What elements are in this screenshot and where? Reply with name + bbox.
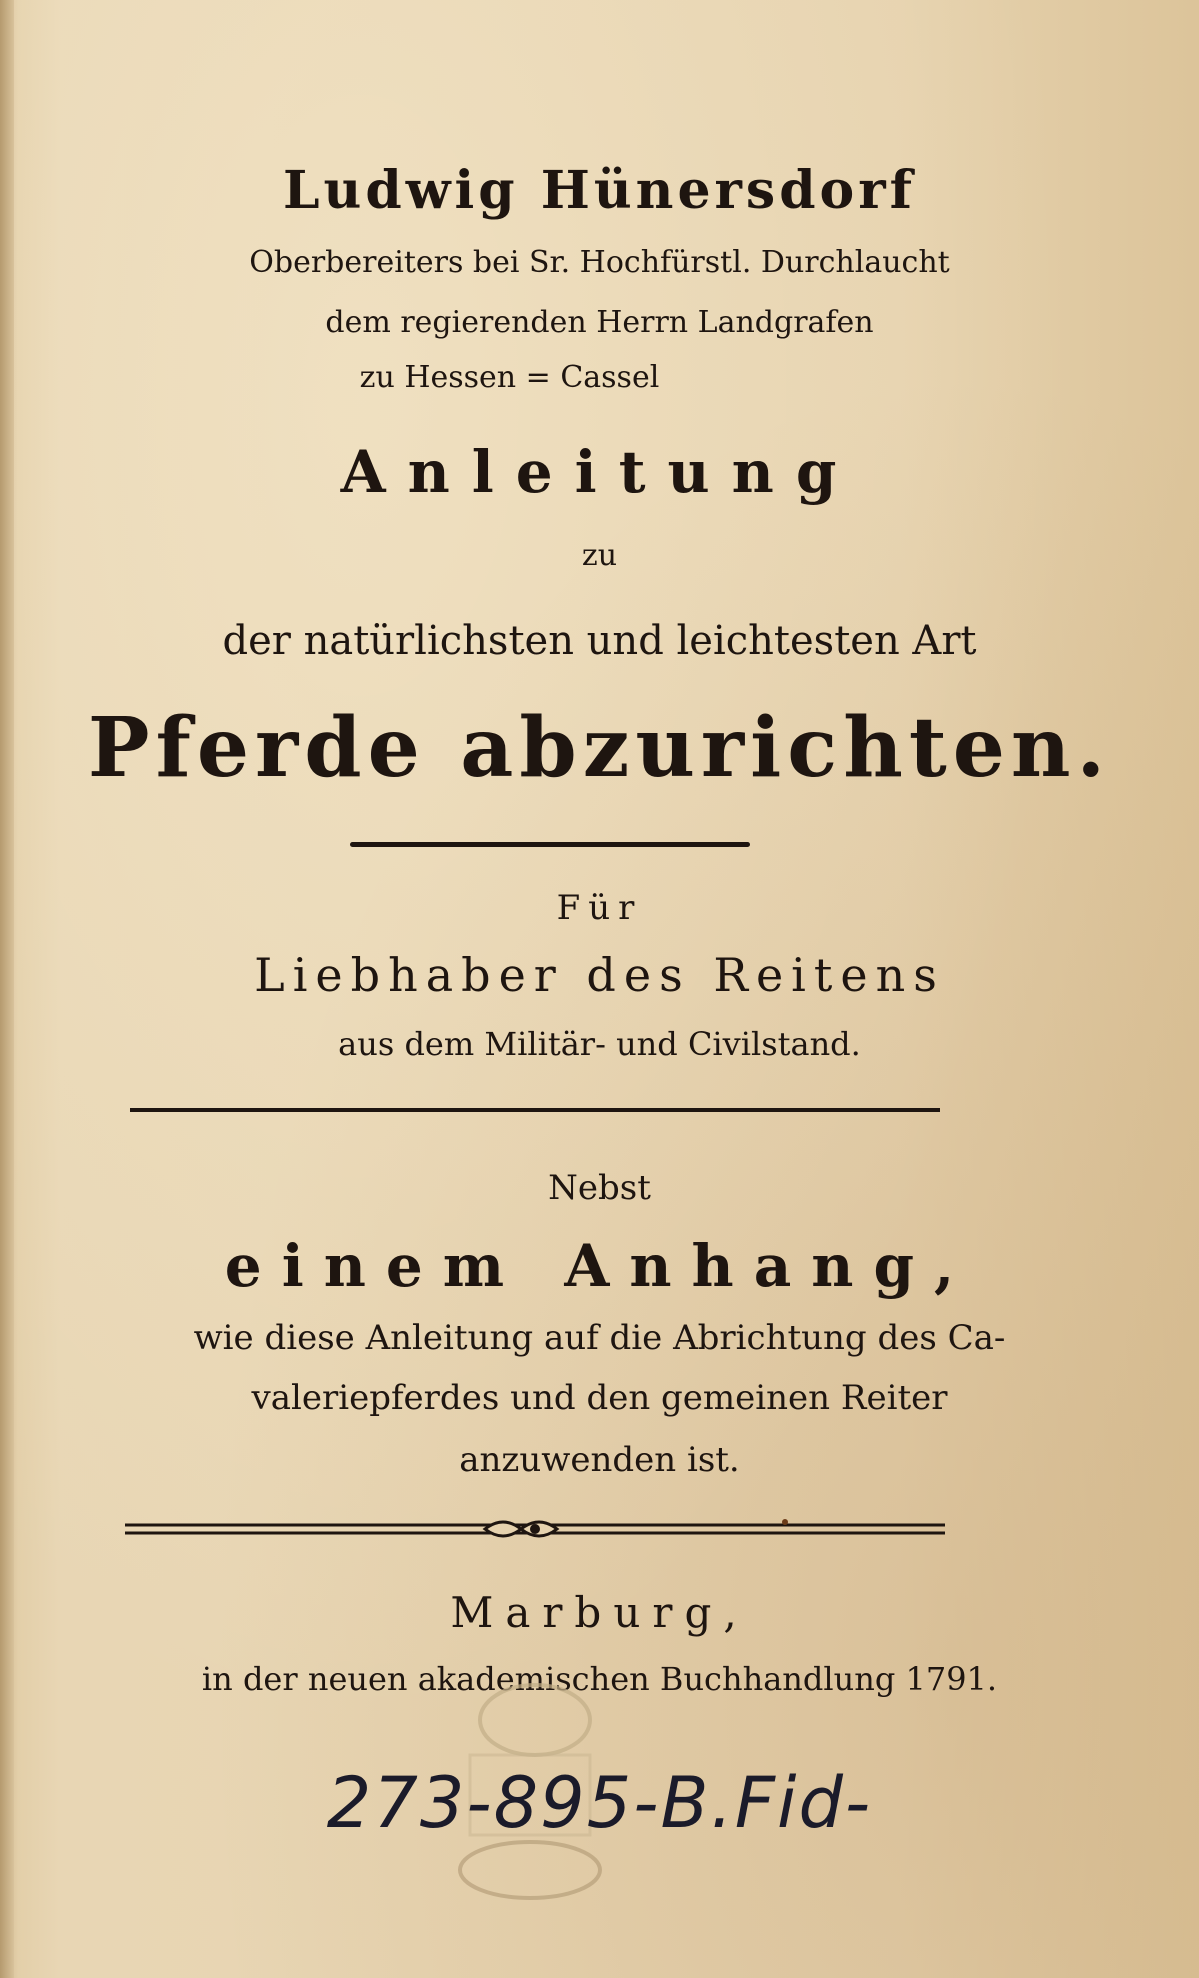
audience-fuer: Für xyxy=(556,888,643,928)
audience-sub: aus dem Militär- und Civilstand. xyxy=(338,1025,861,1063)
imprint-publisher: in der neuen akademischen Buchhandlung 1791. xyxy=(201,1660,998,1698)
divider-rule xyxy=(350,842,750,847)
imprint-place: Marburg, xyxy=(450,1588,749,1637)
audience-main: Liebhaber des Reitens xyxy=(254,948,945,1002)
divider-rule xyxy=(130,1108,940,1112)
author-name: Ludwig Hünersdorf xyxy=(282,160,917,221)
appendix-text-line-3: anzuwenden ist. xyxy=(459,1440,740,1480)
title-subline: der natürlichsten und leichtesten Art xyxy=(222,618,977,664)
appendix-text-line-1: wie diese Anleitung auf die Abrichtung des Ca- xyxy=(193,1318,1006,1358)
appendix-heading: einem Anhang, xyxy=(224,1232,975,1300)
title-main: Pferde abzurichten. xyxy=(87,700,1112,796)
appendix-text-line-2: valeriepferdes und den gemeinen Reiter xyxy=(251,1378,948,1418)
shelfmark-handwritten: 273-895-B.Fid- xyxy=(326,1762,873,1844)
title-zu: zu xyxy=(581,538,618,573)
title-anleitung: Anleitung xyxy=(340,438,859,506)
author-affiliation-line-1: Oberbereiters bei Sr. Hochfürstl. Durchlaucht xyxy=(249,245,950,280)
author-affiliation-line-2: dem regierenden Herrn Landgrafen xyxy=(325,305,874,340)
appendix-nebst: Nebst xyxy=(548,1168,651,1208)
ornamental-rule xyxy=(125,1516,945,1542)
author-affiliation-line-3: zu Hessen = Cassel xyxy=(359,360,660,395)
